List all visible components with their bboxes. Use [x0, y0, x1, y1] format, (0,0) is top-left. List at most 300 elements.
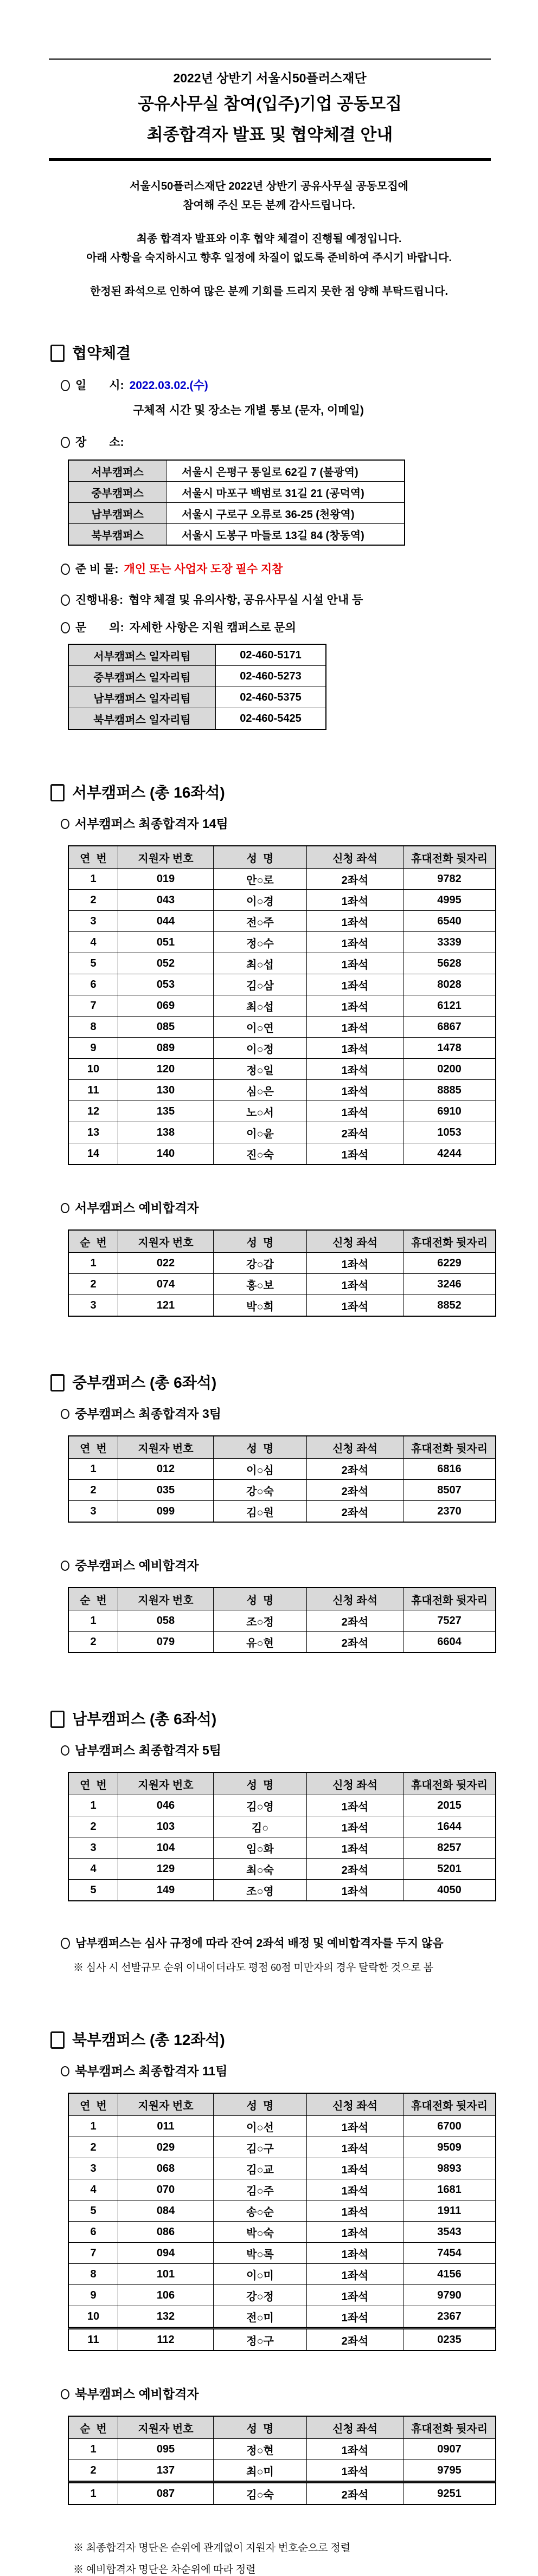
table-cell: 2좌석	[307, 1122, 404, 1143]
table-cell: 3	[68, 2158, 118, 2179]
table-cell: 046	[118, 1795, 214, 1816]
footnote-sort-final: ※ 최종합격자 명단은 순위에 관계없이 지원자 번호순으로 정렬	[73, 2542, 351, 2554]
table-cell: 심○은	[214, 1080, 307, 1101]
table-row	[68, 953, 496, 974]
table-cell: 1	[68, 1253, 118, 1274]
circle-bullet-icon	[61, 2066, 69, 2076]
final-subheading-label: 남부캠퍼스 최종합격자 5팀	[75, 1743, 221, 1757]
table-header-row	[68, 1772, 496, 1795]
table-cell: 3	[68, 911, 118, 932]
final-subheading-north	[61, 2063, 538, 2079]
square-bullet-icon	[50, 1374, 65, 1391]
table-cell: 8852	[404, 1295, 496, 1317]
table-row	[68, 2306, 496, 2328]
table-cell: 9795	[404, 2460, 496, 2482]
intro-paragraph-3	[0, 282, 538, 301]
table-cell: 전○주	[214, 911, 307, 932]
table-cell: 5628	[404, 953, 496, 974]
table-cell: 남부캠퍼스 일자리팀	[68, 687, 216, 708]
table-row	[68, 1122, 496, 1143]
table-cell: 최○숙	[214, 1859, 307, 1880]
table-cell: 1좌석	[307, 911, 404, 932]
table-cell: 2367	[404, 2306, 496, 2328]
table-cell: 089	[118, 1038, 214, 1059]
table-cell: 099	[118, 1501, 214, 1523]
table-cell: 3	[68, 1295, 118, 1317]
table-cell: 1	[68, 1610, 118, 1632]
table-cell: 11	[68, 2328, 118, 2351]
table-row	[68, 1632, 496, 1653]
table-cell: 4050	[404, 1880, 496, 1901]
table-cell: 0907	[404, 2439, 496, 2460]
table-cell: 02-460-5171	[216, 644, 326, 666]
column-header: 지원자 번호	[118, 2093, 214, 2116]
table-cell: 김○삼	[214, 974, 307, 995]
table-row	[68, 1038, 496, 1059]
table-cell: 이○선	[214, 2116, 307, 2137]
date-value: 2022.03.02.(수)	[129, 379, 208, 392]
column-header: 성 명	[214, 846, 307, 869]
table-cell: 6700	[404, 2116, 496, 2137]
table-row	[68, 1816, 496, 1837]
table-cell: 1좌석	[307, 1059, 404, 1080]
campus-heading-west	[50, 783, 538, 802]
circle-bullet-icon	[61, 1938, 70, 1949]
circle-bullet-icon	[61, 622, 70, 633]
table-cell: 1	[68, 2116, 118, 2137]
campus-section-south	[0, 1710, 538, 1974]
table-cell: 7	[68, 995, 118, 1017]
table-cell: 1좌석	[307, 1274, 404, 1295]
table-cell: 1좌석	[307, 2439, 404, 2460]
table-cell: 이○미	[214, 2264, 307, 2285]
table-cell: 진○숙	[214, 1143, 307, 1165]
column-header: 휴대전화 뒷자리	[404, 1436, 496, 1459]
table-cell: 6867	[404, 1017, 496, 1038]
table-row	[68, 1059, 496, 1080]
column-header: 신청 좌석	[307, 1230, 404, 1253]
table-cell: 이○연	[214, 1017, 307, 1038]
table-cell: 149	[118, 1880, 214, 1901]
table-cell: 2370	[404, 1501, 496, 1523]
reserve-roster-table-central	[68, 1587, 496, 1653]
table-cell: 1좌석	[307, 1143, 404, 1165]
table-cell: 2좌석	[307, 1610, 404, 1632]
table-cell: 1911	[404, 2200, 496, 2222]
table-cell: 094	[118, 2243, 214, 2264]
circle-bullet-icon	[61, 564, 70, 575]
reserve-roster-table-west	[68, 1229, 496, 1317]
table-header-row	[68, 1588, 496, 1610]
column-header: 연 번	[68, 846, 118, 869]
table-cell: 8	[68, 1017, 118, 1038]
table-cell: 1좌석	[307, 2137, 404, 2158]
table-cell: 5	[68, 953, 118, 974]
table-row	[68, 1295, 496, 1317]
reserve-subheading-label: 서부캠퍼스 예비합격자	[75, 1201, 199, 1215]
table-cell: 서울시 은평구 통일로 62길 7 (불광역)	[166, 460, 405, 482]
table-row	[68, 2285, 496, 2306]
table-cell: 박○록	[214, 2243, 307, 2264]
table-cell: 서울시 마포구 백범로 31길 21 (공덕역)	[166, 482, 405, 503]
table-cell: 1좌석	[307, 2200, 404, 2222]
table-cell: 02-460-5425	[216, 708, 326, 730]
reserve-subheading-label: 북부캠퍼스 예비합격자	[75, 2387, 199, 2401]
agreement-prep-line	[61, 562, 538, 577]
campus-heading-label: 북부캠퍼스 (총 12좌석)	[72, 2031, 225, 2048]
table-cell: 085	[118, 1017, 214, 1038]
circle-bullet-icon	[61, 437, 70, 448]
table-cell: 정○구	[214, 2328, 307, 2351]
table-cell: 6540	[404, 911, 496, 932]
table-cell: 중부캠퍼스 일자리팀	[68, 666, 216, 687]
campus-heading-label: 서부캠퍼스 (총 16좌석)	[72, 784, 225, 801]
table-cell: 12	[68, 1101, 118, 1122]
table-row	[68, 2137, 496, 2158]
page-title-org-line: 2022년 상반기 서울시50플러스재단	[173, 71, 367, 85]
intro-paragraph-2	[0, 230, 538, 268]
table-cell: 1좌석	[307, 1080, 404, 1101]
table-row	[68, 1480, 496, 1501]
intro-line: 최종 합격자 발표와 이후 협약 체결이 진행될 예정입니다.	[136, 233, 402, 245]
table-cell: 079	[118, 1632, 214, 1653]
column-header: 신청 좌석	[307, 1436, 404, 1459]
table-cell: 011	[118, 2116, 214, 2137]
column-header: 휴대전화 뒷자리	[404, 846, 496, 869]
table-cell: 조○영	[214, 1880, 307, 1901]
table-row	[68, 911, 496, 932]
agreement-heading	[50, 344, 538, 363]
table-cell: 2	[68, 2137, 118, 2158]
column-header: 지원자 번호	[118, 2416, 214, 2439]
table-cell: 2좌석	[307, 2482, 404, 2505]
column-header: 성 명	[214, 2416, 307, 2439]
title-block	[49, 59, 491, 161]
table-cell: 김○	[214, 1816, 307, 1837]
reserve-subheading-north	[61, 2386, 538, 2402]
table-row	[68, 1143, 496, 1165]
column-header: 휴대전화 뒷자리	[404, 2093, 496, 2116]
table-cell: 043	[118, 890, 214, 911]
reserve-subheading-central	[61, 1557, 538, 1574]
table-cell: 남부캠퍼스	[68, 503, 166, 524]
column-header: 지원자 번호	[118, 846, 214, 869]
campus-heading-central	[50, 1373, 538, 1393]
table-cell: 1좌석	[307, 2264, 404, 2285]
table-row	[68, 1101, 496, 1122]
final-subheading-south	[61, 1742, 538, 1758]
campus-section-west	[0, 783, 538, 1317]
column-header: 성 명	[214, 1230, 307, 1253]
agreement-inquiry-line	[61, 620, 538, 635]
table-cell: 중부캠퍼스	[68, 482, 166, 503]
table-cell: 이○심	[214, 1459, 307, 1480]
table-row	[68, 2179, 496, 2200]
south-note-text: 남부캠퍼스는 심사 규정에 따라 잔여 2좌석 배정 및 예비합격자를 두지 않음	[75, 1937, 444, 1950]
table-cell: 137	[118, 2460, 214, 2482]
column-header: 순 번	[68, 1230, 118, 1253]
table-cell: 박○희	[214, 1295, 307, 1317]
table-cell: 2좌석	[307, 1632, 404, 1653]
prep-value: 개인 또는 사업자 도장 필수 지참	[124, 563, 283, 575]
column-header: 휴대전화 뒷자리	[404, 1230, 496, 1253]
table-cell: 9	[68, 1038, 118, 1059]
table-cell: 9893	[404, 2158, 496, 2179]
table-cell: 058	[118, 1610, 214, 1632]
table-row	[68, 1274, 496, 1295]
final-roster-table-west	[68, 845, 496, 1165]
table-cell: 7	[68, 2243, 118, 2264]
column-header: 연 번	[68, 1436, 118, 1459]
table-cell: 조○정	[214, 1610, 307, 1632]
table-cell: 6	[68, 974, 118, 995]
table-cell: 김○원	[214, 1501, 307, 1523]
table-cell: 2좌석	[307, 1859, 404, 1880]
table-cell: 019	[118, 869, 214, 890]
final-roster-table-north	[68, 2093, 496, 2351]
table-cell: 8028	[404, 974, 496, 995]
table-header-row	[68, 1436, 496, 1459]
column-header: 지원자 번호	[118, 1436, 214, 1459]
table-cell: 140	[118, 1143, 214, 1165]
table-cell: 1	[68, 1459, 118, 1480]
table-cell: 4	[68, 1859, 118, 1880]
table-row	[68, 482, 405, 503]
table-cell: 노○서	[214, 1101, 307, 1122]
page-title-line2: 최종합격자 발표 및 협약체결 안내	[146, 125, 393, 144]
table-cell: 1좌석	[307, 2222, 404, 2243]
table-cell: 6910	[404, 1101, 496, 1122]
table-cell: 095	[118, 2439, 214, 2460]
column-header: 지원자 번호	[118, 1772, 214, 1795]
table-cell: 3246	[404, 1274, 496, 1295]
intro-line: 참여해 주신 모든 분께 감사드립니다.	[183, 199, 355, 211]
table-cell: 정○수	[214, 932, 307, 953]
column-header: 신청 좌석	[307, 2093, 404, 2116]
table-cell: 1좌석	[307, 1880, 404, 1901]
table-row	[68, 708, 326, 730]
table-cell: 2좌석	[307, 1459, 404, 1480]
table-cell: 1좌석	[307, 974, 404, 995]
south-no-reserve-note	[61, 1936, 538, 1951]
table-cell: 9	[68, 2285, 118, 2306]
table-cell: 1좌석	[307, 2285, 404, 2306]
table-cell: 임○화	[214, 1837, 307, 1859]
table-cell: 087	[118, 2482, 214, 2505]
table-cell: 1	[68, 2482, 118, 2505]
table-cell: 022	[118, 1253, 214, 1274]
table-cell: 2015	[404, 1795, 496, 1816]
table-cell: 086	[118, 2222, 214, 2243]
table-cell: 10	[68, 2306, 118, 2328]
table-cell: 1053	[404, 1122, 496, 1143]
table-row	[68, 2439, 496, 2460]
table-cell: 전○미	[214, 2306, 307, 2328]
reserve-roster-table-north	[68, 2416, 496, 2505]
table-cell: 9782	[404, 869, 496, 890]
table-cell: 1478	[404, 1038, 496, 1059]
table-cell: 070	[118, 2179, 214, 2200]
table-row	[68, 2243, 496, 2264]
table-cell: 4244	[404, 1143, 496, 1165]
table-cell: 6	[68, 2222, 118, 2243]
table-cell: 1좌석	[307, 1038, 404, 1059]
intro-line: 아래 사항을 숙지하시고 향후 일정에 차질이 없도록 준비하여 주시기 바랍니다.	[86, 252, 452, 264]
table-cell: 유○현	[214, 1632, 307, 1653]
square-bullet-icon	[50, 345, 65, 362]
column-header: 지원자 번호	[118, 1230, 214, 1253]
column-header: 휴대전화 뒷자리	[404, 1772, 496, 1795]
page-title-line1: 공유사무실 참여(입주)기업 공동모집	[137, 94, 402, 113]
circle-bullet-icon	[61, 1203, 69, 1213]
table-cell: 1	[68, 869, 118, 890]
table-row	[68, 2264, 496, 2285]
table-cell: 9790	[404, 2285, 496, 2306]
table-cell: 035	[118, 1480, 214, 1501]
table-cell: 2좌석	[307, 1480, 404, 1501]
south-score-note: ※ 심사 시 선발규모 순위 이내이더라도 평점 60점 미만자의 경우 탈락한 것으로 봄	[73, 1962, 433, 1973]
table-row	[68, 687, 326, 708]
table-cell: 3	[68, 1501, 118, 1523]
footnote-sort-reserve: ※ 예비합격자 명단은 차순위에 따라 정렬	[73, 2564, 256, 2575]
table-cell: 1좌석	[307, 1253, 404, 1274]
table-cell: 6121	[404, 995, 496, 1017]
table-cell: 1좌석	[307, 2460, 404, 2482]
final-roster-table-central	[68, 1435, 496, 1523]
column-header: 순 번	[68, 2416, 118, 2439]
table-cell: 7454	[404, 2243, 496, 2264]
intro-section	[0, 177, 538, 301]
table-cell: 2좌석	[307, 869, 404, 890]
table-cell: 2좌석	[307, 2328, 404, 2351]
column-header: 신청 좌석	[307, 846, 404, 869]
final-subheading-central	[61, 1406, 538, 1422]
agreement-date-line	[61, 378, 538, 393]
column-header: 휴대전화 뒷자리	[404, 2416, 496, 2439]
table-row	[68, 2222, 496, 2243]
table-row	[68, 1501, 496, 1523]
table-cell: 6229	[404, 1253, 496, 1274]
reserve-subheading-west	[61, 1200, 538, 1216]
place-label: 장 소:	[75, 436, 124, 449]
table-cell: 3	[68, 1837, 118, 1859]
table-cell: 10	[68, 1059, 118, 1080]
table-row	[68, 1610, 496, 1632]
table-cell: 121	[118, 1295, 214, 1317]
table-row	[68, 1017, 496, 1038]
table-cell: 강○숙	[214, 1480, 307, 1501]
date-note: 구체적 시간 및 장소는 개별 통보 (문자, 이메일)	[133, 404, 364, 417]
campus-heading-label: 중부캠퍼스 (총 6좌석)	[72, 1374, 217, 1391]
table-row	[68, 2328, 496, 2351]
table-cell: 101	[118, 2264, 214, 2285]
table-header-row	[68, 2093, 496, 2116]
campus-section-central	[0, 1373, 538, 1653]
table-cell: 1좌석	[307, 1101, 404, 1122]
inquiry-value: 자세한 사항은 지원 캠퍼스로 문의	[129, 622, 296, 634]
table-cell: 112	[118, 2328, 214, 2351]
campus-heading-north	[50, 2030, 538, 2050]
table-row	[68, 932, 496, 953]
table-cell: 김○구	[214, 2137, 307, 2158]
table-cell: 138	[118, 1122, 214, 1143]
table-cell: 0200	[404, 1059, 496, 1080]
table-cell: 이○경	[214, 890, 307, 911]
circle-bullet-icon	[61, 1561, 69, 1571]
table-cell: 132	[118, 2306, 214, 2328]
intro-paragraph-1	[0, 177, 538, 215]
column-header: 순 번	[68, 1588, 118, 1610]
table-cell: 069	[118, 995, 214, 1017]
table-cell: 7527	[404, 1610, 496, 1632]
circle-bullet-icon	[61, 594, 70, 606]
table-cell: 106	[118, 2285, 214, 2306]
circle-bullet-icon	[61, 819, 69, 829]
table-cell: 129	[118, 1859, 214, 1880]
table-cell: 1	[68, 2439, 118, 2460]
table-cell: 8885	[404, 1080, 496, 1101]
square-bullet-icon	[50, 784, 65, 801]
table-cell: 6816	[404, 1459, 496, 1480]
table-cell: 최○섭	[214, 953, 307, 974]
agreement-content-line	[61, 593, 538, 607]
table-row	[68, 1795, 496, 1816]
final-subheading-label: 서부캠퍼스 최종합격자 14팀	[75, 817, 228, 831]
date-label: 일 시:	[75, 379, 124, 392]
table-cell: 강○정	[214, 2285, 307, 2306]
table-cell: 김○주	[214, 2179, 307, 2200]
table-cell: 송○순	[214, 2200, 307, 2222]
table-cell: 김○영	[214, 1795, 307, 1816]
table-cell: 강○갑	[214, 1253, 307, 1274]
table-cell: 서부캠퍼스 일자리팀	[68, 644, 216, 666]
table-row	[68, 2116, 496, 2137]
table-row	[68, 1880, 496, 1901]
table-cell: 박○숙	[214, 2222, 307, 2243]
table-cell: 9509	[404, 2137, 496, 2158]
table-row	[68, 460, 405, 482]
table-cell: 1좌석	[307, 995, 404, 1017]
table-row	[68, 974, 496, 995]
table-cell: 4156	[404, 2264, 496, 2285]
reserve-subheading-label: 중부캠퍼스 예비합격자	[75, 1558, 199, 1572]
table-cell: 1좌석	[307, 2158, 404, 2179]
table-cell: 서부캠퍼스	[68, 460, 166, 482]
table-cell: 012	[118, 1459, 214, 1480]
table-cell: 안○로	[214, 869, 307, 890]
agreement-section	[0, 344, 538, 730]
campus-heading-south	[50, 1710, 538, 1729]
table-cell: 084	[118, 2200, 214, 2222]
table-cell: 1좌석	[307, 953, 404, 974]
table-row	[68, 2460, 496, 2482]
table-cell: 11	[68, 1080, 118, 1101]
table-cell: 2	[68, 1480, 118, 1501]
agreement-place-line	[61, 435, 538, 450]
table-cell: 068	[118, 2158, 214, 2179]
table-row	[68, 1859, 496, 1880]
locations-table	[68, 459, 405, 546]
column-header: 성 명	[214, 1772, 307, 1795]
column-header: 연 번	[68, 2093, 118, 2116]
table-cell: 정○일	[214, 1059, 307, 1080]
table-header-row	[68, 846, 496, 869]
table-cell: 3339	[404, 932, 496, 953]
table-cell: 2	[68, 1632, 118, 1653]
table-cell: 044	[118, 911, 214, 932]
table-cell: 1좌석	[307, 1295, 404, 1317]
table-header-row	[68, 1230, 496, 1253]
